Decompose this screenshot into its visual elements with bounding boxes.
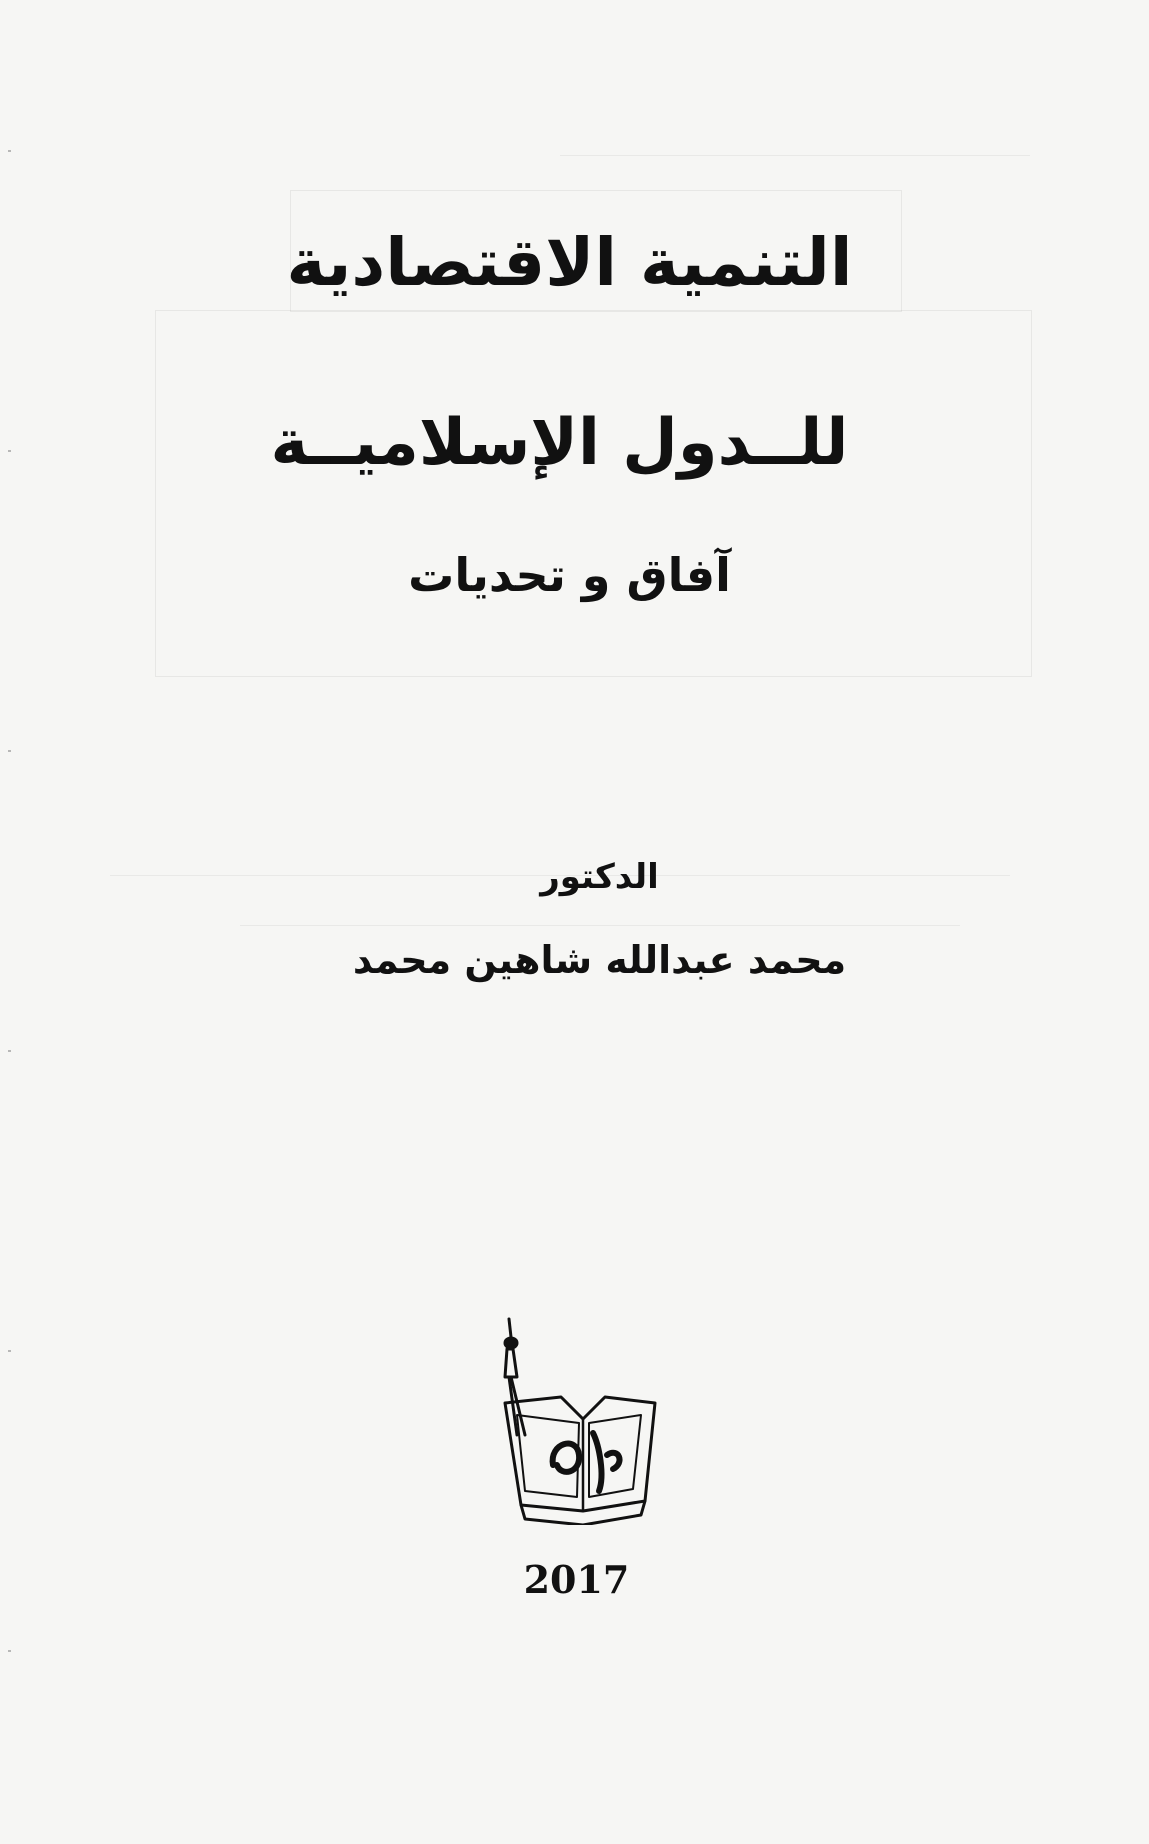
bleed-through-line	[560, 155, 1030, 156]
scan-edge-mark	[8, 1350, 11, 1352]
book-subtitle: آفاق و تحديات	[408, 548, 731, 602]
scan-edge-mark	[8, 750, 11, 752]
book-title-line-2: للــدول الإسلاميــة	[270, 406, 849, 480]
bleed-through-box	[155, 310, 1032, 677]
scan-edge-mark	[8, 150, 11, 152]
open-book-with-pen-logo	[495, 1315, 665, 1525]
author-name: محمد عبدالله شاهين محمد	[352, 938, 847, 982]
scan-edge-mark	[8, 1050, 11, 1052]
scan-edge-mark	[8, 1650, 11, 1652]
publication-year: 2017	[523, 1557, 630, 1602]
scan-edge-mark	[8, 450, 11, 452]
bleed-through-line	[240, 925, 960, 926]
author-title-label: الدكتور	[540, 857, 659, 897]
book-title-line-1: التنمية الاقتصادية	[286, 224, 853, 301]
